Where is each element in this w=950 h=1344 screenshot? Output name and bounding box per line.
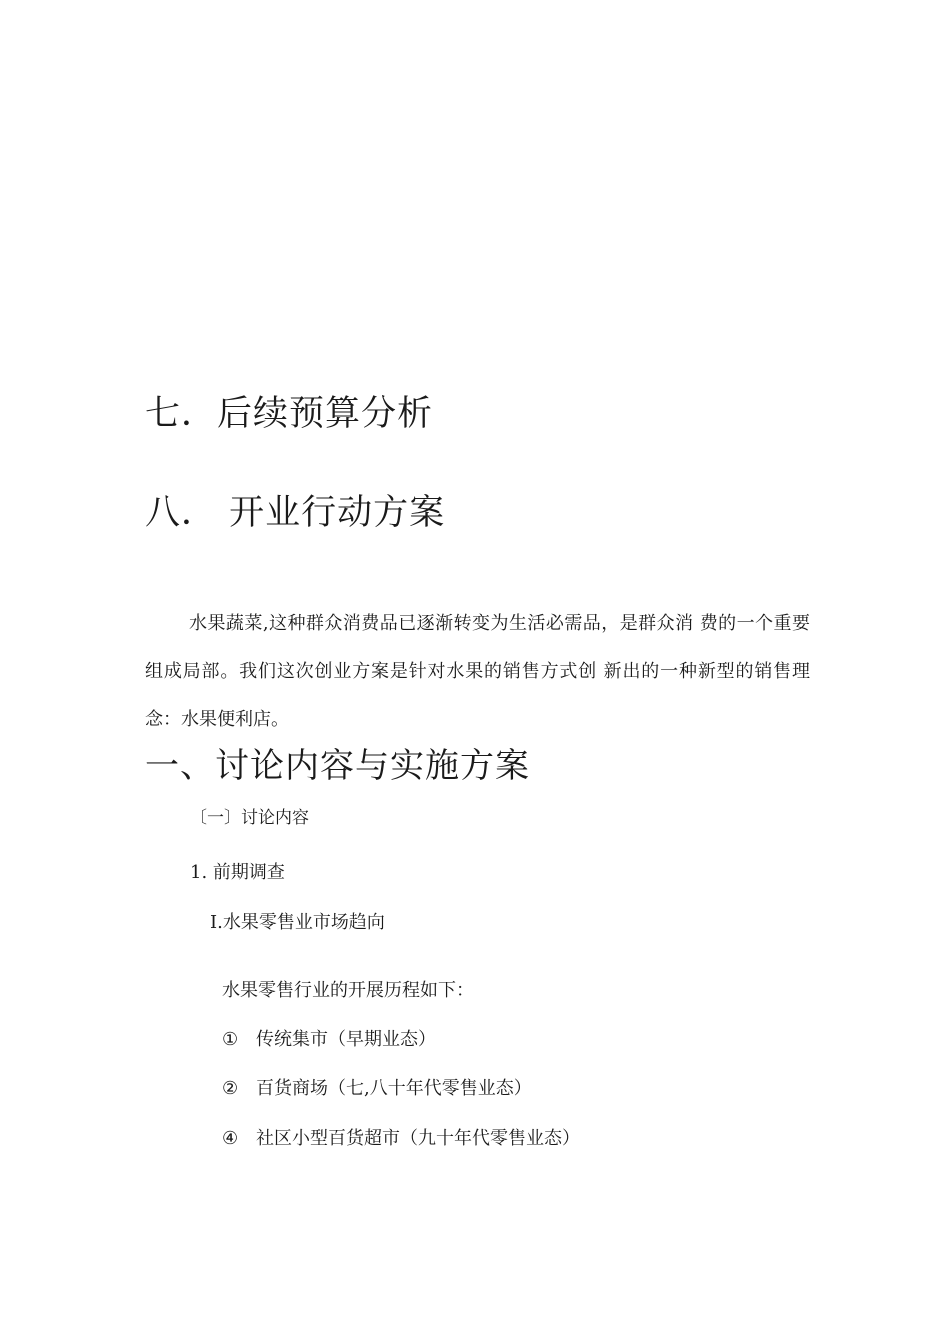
history-item — [222, 1027, 436, 1053]
history-item — [222, 1126, 580, 1152]
history-intro: 水果零售行业的开展历程如下： — [222, 980, 474, 1001]
history-item-text: 社区小型百货超市（九十年代零售业态） — [256, 1128, 580, 1149]
section-one-title: 一、讨论内容与实施方案 — [145, 746, 530, 786]
subsection-title: 〔一〕讨论内容 — [190, 808, 309, 828]
heading-seven: 七．后续预算分析 — [145, 394, 434, 434]
numbered-item: 1. 前期调查 — [190, 862, 285, 883]
intro-paragraph: 水果蔬菜,这种群众消费品已逐渐转变为生活必需品，是群众消 费的一个重要组成局部。我们这次创业方案是针对水果的销售方式创 新出的一种新型的销售理念：水果便利店。 — [145, 613, 810, 730]
circled-number-marker: ② — [222, 1078, 239, 1099]
circled-number-marker: ① — [222, 1029, 239, 1050]
circled-number-marker: ④ — [222, 1128, 239, 1149]
history-item-text: 百货商场（七,八十年代零售业态） — [256, 1078, 532, 1099]
history-item — [222, 1076, 532, 1102]
history-item-text: 传统集市（早期业态） — [256, 1029, 436, 1050]
heading-eight: 八． 开业行动方案 — [145, 493, 446, 533]
roman-item: I.水果零售业市场趋向 — [210, 912, 385, 933]
